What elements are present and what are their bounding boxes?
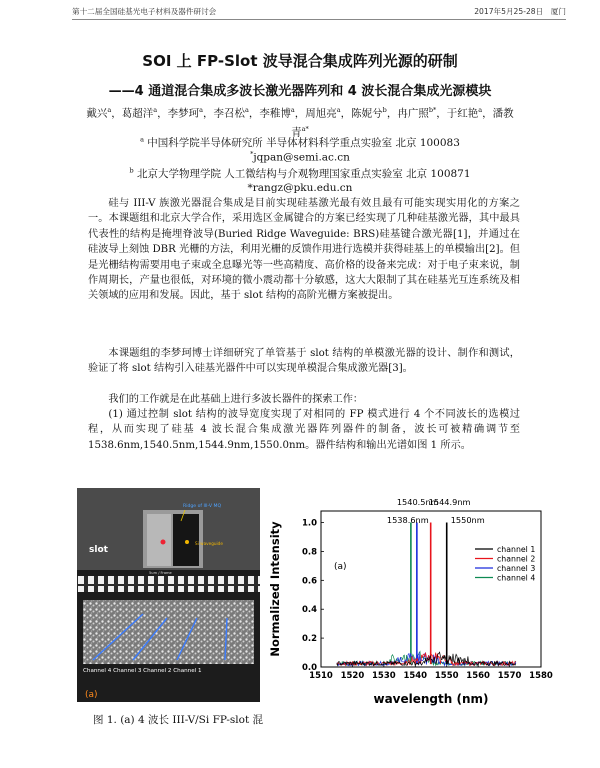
affiliation-a-email-mark: * bbox=[250, 150, 254, 158]
x-axis-label: wavelength (nm) bbox=[373, 692, 489, 706]
affiliation-a-mark: a bbox=[140, 135, 144, 144]
x-tick-label: 1520 bbox=[340, 671, 365, 681]
peak-annotation: 1538.6nm bbox=[386, 515, 429, 525]
author-affiliation-mark: b bbox=[382, 106, 387, 114]
author-name: 周旭亮 bbox=[305, 107, 337, 120]
author-name: 潘教青 bbox=[291, 107, 514, 138]
spectra-chart bbox=[265, 497, 553, 708]
author-affiliation-mark: a bbox=[153, 106, 158, 114]
chart-panel-label: (a) bbox=[334, 561, 347, 572]
legend-label: channel 1 bbox=[497, 545, 536, 554]
peak-annotation: 1540.5nm bbox=[396, 497, 439, 507]
peak-annotation: 1550nm bbox=[450, 515, 485, 525]
x-tick-label: 1560 bbox=[466, 671, 490, 681]
author-affiliation-mark: b* bbox=[428, 106, 437, 114]
channels-label: Channel 4 Channel 3 Channel 2 Channel 1 bbox=[83, 668, 202, 674]
device-sem-photo bbox=[77, 488, 260, 702]
author-separator: ， bbox=[482, 107, 493, 120]
author-affiliation-mark: a* bbox=[301, 124, 309, 133]
author-separator: ， bbox=[157, 107, 168, 120]
x-tick-label: 1570 bbox=[497, 671, 522, 681]
paragraph-1: 硅与 III-V 族激光器混合集成是目前实现硅基激光最有效且最有可能实现实用化的方案之一。本课题组和北京大学合作，采用选区金属键合的方案已经实现了几种硅基激光器，其中最具代表性的结构是掩埋脊波导(Buried Ridge Waveguide: BRS)硅基键合激光器[1]，并通过在硅波导上刻蚀 DBR 光栅的方法，利用光栅的反馈作用进行选模并获得硅基上的单模输出[2]。但是光栅结构需要用电子束或全息曝光等一些高精度、高价格的设备来完成：对于电子束来说，制作周期长，产量也很低，对环境的微小震动都十分敏感，这大大限制了其在硅基光互连系统及相关领域的应用和发展。因此，基于 slot 结构的高阶光栅方案被提出。 bbox=[88, 198, 520, 302]
affiliation-a bbox=[0, 135, 600, 150]
photo-panel-label: (a) bbox=[85, 690, 98, 700]
author-affiliation-mark: a bbox=[290, 106, 295, 114]
author-name: 于红艳 bbox=[446, 107, 479, 120]
header-rule bbox=[72, 19, 566, 20]
x-tick-label: 1510 bbox=[309, 671, 333, 681]
author-affiliation-mark: a bbox=[107, 106, 112, 114]
sem-inset-slot bbox=[173, 514, 199, 566]
si-waveguide-marker-icon bbox=[185, 540, 189, 544]
si-waveguide-label: Si waveguide bbox=[195, 541, 223, 546]
slot-label: slot bbox=[89, 545, 108, 555]
affiliation-a-email[interactable]: jqpan@semi.ac.cn bbox=[253, 151, 350, 164]
sem-grating-teeth bbox=[77, 576, 260, 592]
author-separator: ， bbox=[436, 107, 447, 120]
author-separator: ， bbox=[111, 107, 122, 120]
x-tick-label: 1530 bbox=[372, 671, 396, 681]
paragraph-2: 本课题组的李梦珂博士详细研究了单管基于 slot 结构的单模激光器的设计、制作和测试，验证了将 slot 结构引入硅基光器件中可以实现单模混合集成激光器[3]。 bbox=[88, 348, 520, 375]
conference-header: 第十二届全国硅基光电子材料及器件研讨会 bbox=[72, 7, 217, 16]
legend-label: channel 3 bbox=[497, 564, 536, 573]
affiliation-b bbox=[0, 166, 600, 181]
affiliation-b-email[interactable]: *rangz@pku.edu.cn bbox=[247, 182, 353, 194]
y-tick-label: 0.2 bbox=[301, 634, 317, 645]
author-separator: ， bbox=[248, 107, 260, 120]
x-tick-label: 1550 bbox=[434, 671, 459, 681]
ridge-label: Ridge of III-V MQ bbox=[183, 504, 222, 509]
figure-caption: 图 1. (a) 4 波长 III-V/Si FP-slot 混 bbox=[93, 714, 264, 726]
author-name: 戴兴 bbox=[86, 107, 108, 120]
affiliation-b-text: 北京大学物理学院 人工微结构与介观物理国家重点实验室 北京 100871 bbox=[133, 168, 471, 180]
paragraph-4: (1) 通过控制 slot 结构的波导宽度实现了对相同的 FP 模式进行 4 个不同波长的选模过程，从而实现了硅基 4 波长混合集成激光器阵列器件的制备，波长可被精确调节至 1538.6nm,1540.5nm,1544.9nm,1550.0nm。器件结构和输出光谱如图 1 所示。 bbox=[88, 409, 520, 451]
sem-inset-ridge bbox=[147, 514, 171, 566]
author-separator: ， bbox=[203, 107, 214, 120]
affiliation-b-mark: b bbox=[129, 166, 134, 175]
ridge-marker-icon bbox=[161, 540, 166, 545]
legend-label: channel 4 bbox=[497, 573, 536, 583]
author-name: 李召松 bbox=[213, 107, 245, 120]
scale-label: 5um / Frame bbox=[149, 571, 172, 575]
author-separator: ， bbox=[340, 107, 352, 120]
y-tick-label: 0.0 bbox=[301, 663, 317, 673]
sem-bond-region bbox=[83, 600, 254, 664]
legend-label: channel 2 bbox=[497, 554, 536, 564]
y-tick-label: 0.4 bbox=[301, 605, 317, 616]
date-place-header: 2017年5月25-28日 厦门 bbox=[474, 7, 566, 16]
paragraph-3: 我们的工作就是在此基础上进行多波长器件的探索工作： bbox=[108, 394, 364, 405]
author-name: 李梦珂 bbox=[167, 107, 200, 120]
author-separator: ， bbox=[294, 107, 306, 120]
y-tick-label: 0.8 bbox=[301, 547, 317, 558]
x-tick-label: 1580 bbox=[529, 671, 553, 681]
author-affiliation-mark: a bbox=[336, 106, 341, 114]
author-name: 葛超洋 bbox=[121, 107, 154, 120]
peak-annotation: 1544.9nm bbox=[428, 497, 471, 507]
paper-title: SOI 上 FP-Slot 波导混合集成阵列光源的研制 bbox=[142, 52, 458, 70]
author-name: 陈妮兮 bbox=[351, 107, 383, 120]
affiliation-a-text: 中国科学院半导体研究所 半导体材料科学重点实验室 北京 100083 bbox=[143, 137, 460, 149]
affiliation-a-email-line bbox=[0, 150, 600, 164]
x-tick-label: 1540 bbox=[403, 671, 428, 681]
author-name: 冉广照 bbox=[397, 107, 429, 120]
paper-subtitle: ——4 通道混合集成多波长激光器阵列和 4 波长混合集成光源模块 bbox=[108, 84, 492, 99]
author-affiliation-mark: a bbox=[199, 106, 203, 114]
author-name: 李稚博 bbox=[259, 107, 291, 120]
y-tick-label: 1.0 bbox=[301, 518, 317, 529]
author-affiliation-mark: a bbox=[245, 106, 249, 114]
author-separator: ， bbox=[386, 107, 398, 120]
y-tick-label: 0.6 bbox=[301, 576, 317, 587]
y-axis-label: Normalized Intensity bbox=[268, 521, 282, 657]
author-affiliation-mark: a bbox=[478, 106, 483, 114]
